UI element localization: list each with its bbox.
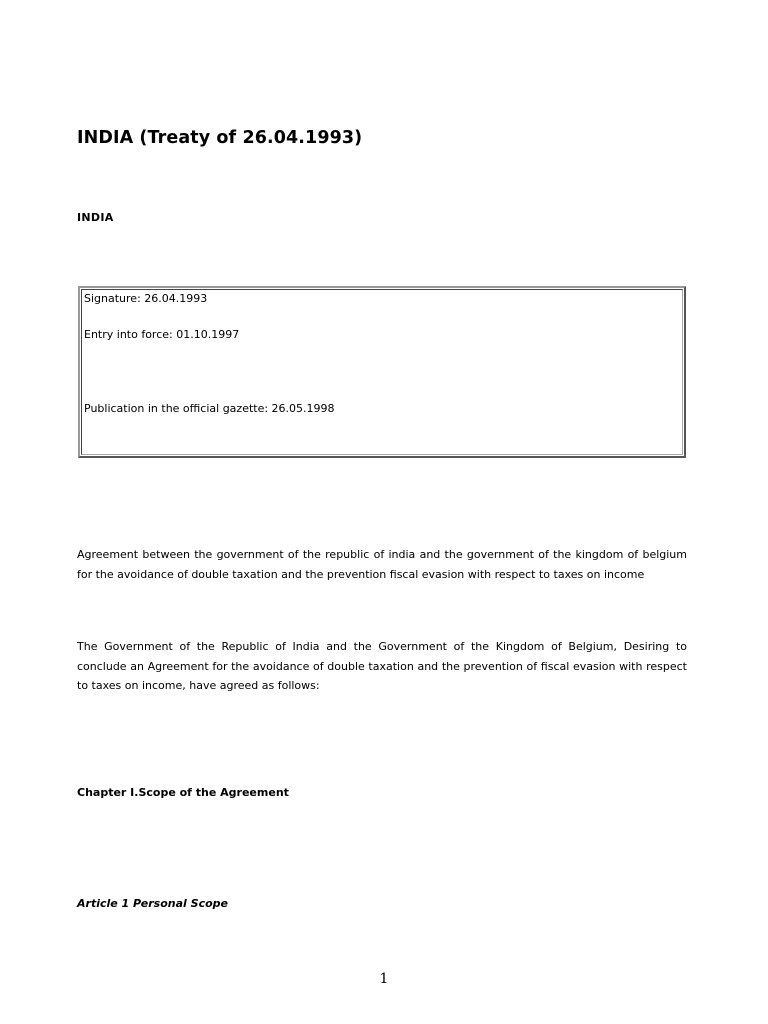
- preamble-paragraph: The Government of the Republic of India and the Government of the Kingdom of Belgium, Desiring to conclude an Agreement for the avoidance of double taxation and the prevention of fiscal evasion with respect to taxes on income, have agreed as follows:: [77, 640, 687, 692]
- document-title: INDIA (Treaty of 26.04.1993): [77, 128, 363, 148]
- agreement-title-paragraph: Agreement between the government of the republic of india and the government of the kingdom of belgium for the avoidance of double taxation and the prevention fiscal evasion with respect to taxes on income: [77, 548, 687, 581]
- publication-date: Publication in the official gazette: 26.05.1998: [84, 402, 335, 415]
- page-number: 1: [379, 971, 389, 987]
- signature-date: Signature: 26.04.1993: [84, 292, 208, 305]
- country-heading: INDIA: [77, 211, 114, 224]
- chapter-heading: Chapter I.Scope of the Agreement: [77, 786, 289, 799]
- treaty-info-box: [78, 286, 686, 458]
- treaty-info-box-inner: [81, 289, 683, 455]
- entry-into-force-date: Entry into force: 01.10.1997: [84, 328, 240, 341]
- article-heading: Article 1 Personal Scope: [77, 897, 228, 910]
